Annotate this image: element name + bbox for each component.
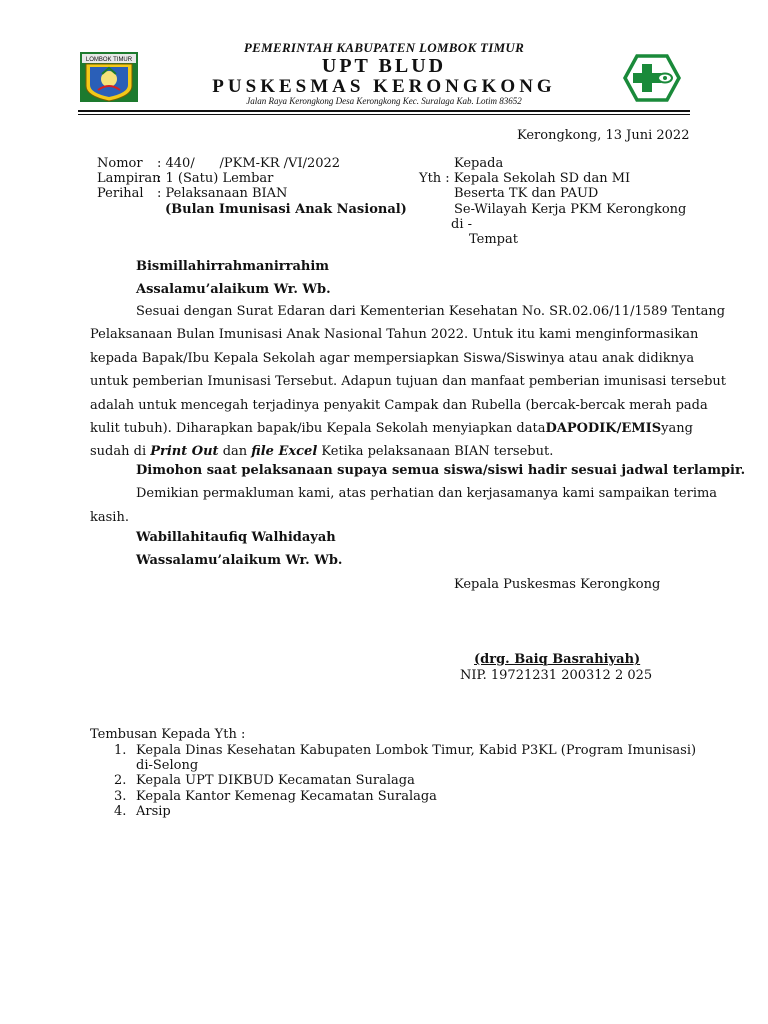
paragraph-1-line-6 [90,417,693,441]
nomor-value: : 440/ /PKM-KR /VI/2022 [157,156,341,171]
emblem-caption: LOMBOK TIMUR [85,57,133,63]
p1-last-c: dan [218,444,252,459]
paragraph-1-line-3: kepada Bapak/Ibu Kepala Sekolah agar mempersiapkan Siswa/Siswinya atau anak didiknya [90,351,695,366]
cc-item-continuation: di-Selong [136,758,199,773]
cc-item-number: 4. [114,804,127,819]
lampiran-label: Lampiran [97,171,161,186]
cc-item-number: 1. [114,743,127,758]
paragraph-1-line-6-tail: yang [661,421,693,436]
paragraph-1-line-2: Pelaksanaan Bulan Imunisasi Anak Nasional Tahun 2022. Untuk itu kami menginformasikan [90,327,699,342]
dapodik-emis-text: DAPODIK/EMIS [545,421,662,436]
signature-nip: NIP. 19721231 200312 2 025 [460,668,653,683]
opening-salam: Assalamu’alaikum Wr. Wb. [136,282,331,297]
letterhead-address: Jalan Raya Kerongkong Desa Kerongkong Kec. Suralaga Kab. Lotim 83652 [246,96,522,106]
paragraph-1-line-5: adalah untuk mencegah terjadinya penyakit Campak dan Rubella (bercak-bercak merah pada [90,398,708,413]
recipient-line5: Tempat [469,232,518,247]
cc-item-text: Kepala UPT DIKBUD Kecamatan Suralaga [136,773,415,788]
cc-item-number: 3. [114,789,127,804]
letterhead-institution: PUSKESMAS KERONGKONG [212,76,556,97]
cc-item-number: 2. [114,773,127,788]
closing-doa: Wabillahitaufiq Walhidayah [136,530,336,545]
recipient-line1: Yth : Kepala Sekolah SD dan MI [419,171,631,186]
perihal-label: Perihal [97,186,144,201]
signature-title: Kepala Puskesmas Kerongkong [454,577,661,592]
letterhead-divider [78,110,690,112]
letterhead-unit: UPT BLUD [321,55,447,77]
lampiran-value: : 1 (Satu) Lembar [157,171,274,186]
place-date: Kerongkong, 13 Juni 2022 [517,128,690,143]
p1-last-e: Ketika pelaksanaan BIAN tersebut. [317,444,554,459]
cc-heading: Tembusan Kepada Yth : [90,727,246,742]
perihal-subtitle: (Bulan Imunisasi Anak Nasional) [165,202,407,217]
cc-item-text: Arsip [136,804,171,819]
paragraph-1-line-1: Sesuai dengan Surat Edaran dari Kementerian Kesehatan No. SR.02.06/11/1589 Tentang [136,304,726,319]
closing-salam: Wassalamu’alaikum Wr. Wb. [136,553,343,568]
paragraph-1-line-4: untuk pemberian Imunisasi Tersebut. Adapun tujuan dan manfaat pemberian imunisasi tersebut [90,374,726,389]
recipient-line4: di - [451,217,473,232]
recipient-line2: Beserta TK dan PAUD [454,186,599,201]
p1-last-a: sudah di [90,444,151,459]
recipient-kepada: Kepada [454,156,504,171]
paragraph-3-line-2: kasih. [90,510,129,525]
nomor-label: Nomor [97,156,143,171]
letterhead-government: PEMERINTAH KABUPATEN LOMBOK TIMUR [243,40,525,55]
paragraph-1-line-6-text: kulit tubuh). Diharapkan bapak/ibu Kepala Sekolah menyiapkan data [90,421,546,436]
paragraph-2: Dimohon saat pelaksanaan supaya semua siswa/siswi hadir sesuai jadwal terlampir. [136,463,746,478]
cc-item-text: Kepala Dinas Kesehatan Kabupaten Lombok Timur, Kabid P3KL (Program Imunisasi) [136,743,697,758]
paragraph-1-line-7 [90,440,553,464]
perihal-value: : Pelaksanaan BIAN [157,186,288,201]
print-out-text: Print Out [150,444,219,459]
letterhead-divider-thin [78,114,690,115]
cc-item-text: Kepala Kantor Kemenag Kecamatan Suralaga [136,789,437,804]
file-excel-text: file Excel [251,444,318,459]
paragraph-3-line-1: Demikian permakluman kami, atas perhatian dan kerjasamanya kami sampaikan terima [136,486,718,501]
opening-basmalah: Bismillahirrahmanirrahim [136,259,330,274]
signature-name: (drg. Baiq Basrahiyah) [474,652,641,667]
recipient-line3: Se-Wilayah Kerja PKM Kerongkong [454,202,687,217]
